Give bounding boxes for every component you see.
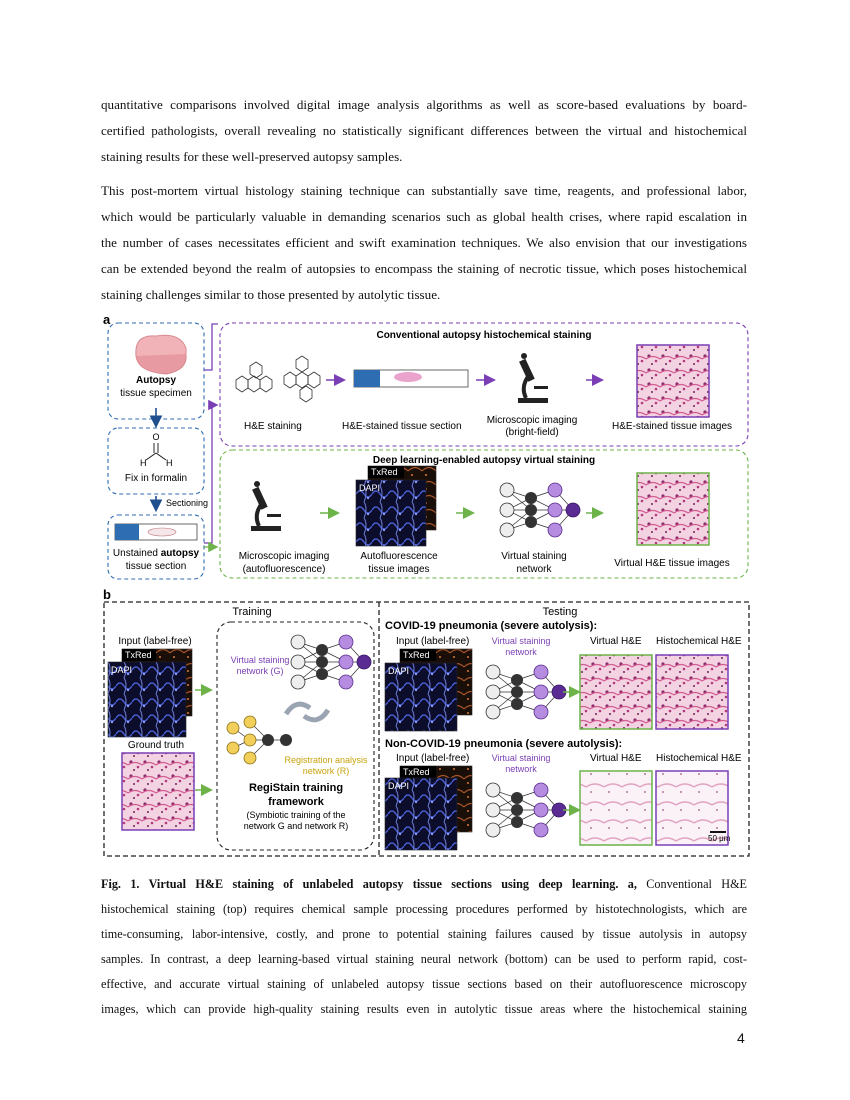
conventional-title: Conventional autopsy histochemical staining <box>376 330 592 341</box>
cycle-arrows-icon <box>286 704 328 720</box>
covid-title: COVID-19 pneumonia (severe autolysis): <box>385 620 598 632</box>
registain-title-1: RegiStain training <box>248 782 344 794</box>
unstained-sub-label: tissue section <box>125 561 187 572</box>
covid-vs-label-1: Virtual staining <box>491 636 551 646</box>
caption-line: samples. In contrast, a deep learning-based virtual staining neural network (bottom) can be used to perform rapid, cost- <box>101 952 747 966</box>
panel-b-letter: b <box>103 587 111 602</box>
deep-learning-title: Deep learning-enabled autopsy virtual staining <box>372 455 596 466</box>
paragraph-line: staining challenges similar to those presented by autolytic tissue. <box>101 287 441 302</box>
training-input-stack <box>108 649 192 737</box>
noncovid-txred-label: TxRed <box>403 767 430 777</box>
micro-bf-label-2: (bright-field) <box>505 427 559 438</box>
covid-dapi-label: DAPI <box>388 666 410 676</box>
tissue-specimen-label: tissue specimen <box>120 388 192 399</box>
micro-af-label-1: Microscopic imaging <box>238 551 330 562</box>
unstained-slide-icon <box>115 524 197 540</box>
sectioning-label: Sectioning <box>166 498 209 508</box>
he-dye-molecules-icon <box>236 356 320 402</box>
symbiotic-label-2: network G and network R) <box>243 821 349 831</box>
caption-rest: Conventional H&E <box>636 877 747 891</box>
he-staining-label: H&E staining <box>244 421 302 432</box>
paragraph-line: quantitative comparisons involved digital image analysis algorithms as well as score-based evaluations by board- <box>101 97 747 112</box>
paragraph-line: can be extended beyond the realm of autopsies to encompass the staining of necrotic tissue, which poses histochemical <box>101 261 747 276</box>
page-number: 4 <box>737 1030 745 1046</box>
ground-truth-label: Ground truth <box>127 740 185 751</box>
network-r-icon <box>227 716 292 764</box>
caption-line: histochemical staining (top) requires chemical sample processing procedures performed by histotechnologists, which are <box>101 902 747 916</box>
covid-input-stack <box>385 649 472 731</box>
vs-network-label-1: Virtual staining <box>501 551 567 562</box>
training-input-label: Input (label-free) <box>118 636 192 647</box>
caption-line: images, which can provide high-quality staining results even in autolytic tissue areas where the histochemical staining <box>101 1002 747 1016</box>
reg-network-label-1: Registration analysis <box>284 755 368 765</box>
testing-title: Testing <box>542 606 578 618</box>
reg-network-label-2: network (R) <box>302 766 350 776</box>
panel-a-letter: a <box>103 312 111 327</box>
formaldehyde-h-left: H <box>140 458 147 468</box>
noncovid-input-label: Input (label-free) <box>396 753 470 764</box>
training-txred-label: TxRed <box>125 650 152 660</box>
paragraph-1 <box>101 92 747 170</box>
micro-af-label-2: (autofluorescence) <box>242 564 326 575</box>
he-slide-icon <box>354 370 468 387</box>
micro-bf-label-1: Microscopic imaging <box>486 415 578 426</box>
noncovid-vs-label-1: Virtual staining <box>491 753 551 763</box>
vs-network-label-2: network <box>516 564 552 575</box>
unstained-label: Unstained autopsy <box>112 548 200 559</box>
virtual-he-images-label: Virtual H&E tissue images <box>614 558 730 569</box>
covid-input-label: Input (label-free) <box>396 636 470 647</box>
af-images-label-1: Autofluorescence <box>360 551 438 562</box>
caption-line <box>101 872 747 897</box>
training-dapi-label: DAPI <box>111 665 133 675</box>
noncovid-histo-he-label: Histochemical H&E <box>656 753 742 764</box>
paragraph-line: which would be particularly valuable in demanding scenarios such as global health crises, where rapid escalation in <box>101 209 747 224</box>
caption-bold: Fig. 1. Virtual H&E staining of unlabeled autopsy tissue sections using deep learning. a, <box>101 877 637 891</box>
he-section-label: H&E-stained tissue section <box>342 421 462 432</box>
microscope-icon <box>518 353 548 403</box>
noncovid-vs-label-2: network <box>505 764 537 774</box>
autopsy-label: Autopsy <box>136 375 176 386</box>
fix-formalin-label: Fix in formalin <box>124 473 188 484</box>
symbiotic-label-1: (Symbiotic training of the <box>246 810 346 820</box>
paragraph-line: the number of cases necessitates efficient and swift examination techniques. We also envision that our investigations <box>101 235 747 250</box>
he-images-label: H&E-stained tissue images <box>611 421 733 432</box>
dapi-label: DAPI <box>359 483 381 493</box>
covid-network-icon <box>486 665 566 719</box>
registain-title-2: framework <box>268 796 324 808</box>
covid-histo-he-image <box>656 655 728 729</box>
noncovid-network-icon <box>486 783 566 837</box>
covid-virtual-he-image <box>580 655 652 729</box>
paragraph-2 <box>101 178 747 308</box>
paragraph-line: This post-mortem virtual histology staining technique can substantially save time, reagents, and professional labor, <box>101 183 747 198</box>
vs-network-g-label-2: network (G) <box>236 666 284 676</box>
paragraph-line: certified pathologists, overall revealing no statistically significant differences between the virtual and histochemical <box>101 123 747 138</box>
microscope-af-icon <box>251 481 281 531</box>
noncovid-title: Non-COVID-19 pneumonia (severe autolysis): <box>385 738 623 750</box>
noncovid-dapi-label: DAPI <box>388 781 410 791</box>
network-g-icon <box>291 635 371 689</box>
paragraph-line: staining results for these well-preserved autopsy samples. <box>101 149 403 164</box>
vs-network-g-label-1: Virtual staining <box>230 655 290 665</box>
formaldehyde-o: O <box>152 432 160 442</box>
covid-histo-he-label: Histochemical H&E <box>656 636 742 647</box>
virtual-staining-network-icon <box>500 483 580 537</box>
af-images-label-2: tissue images <box>368 564 430 575</box>
he-tissue-image <box>637 345 709 417</box>
noncovid-virtual-he-label: Virtual H&E <box>590 753 642 764</box>
txred-label: TxRed <box>371 467 398 477</box>
figure-1 <box>100 310 760 862</box>
noncovid-virtual-he-image <box>580 771 652 845</box>
scale-bar-label: 50 μm <box>708 834 731 843</box>
virtual-he-image <box>637 473 709 545</box>
caption-line: time-consuming, labor-intensive, costly, and prone to potential staining failures caused by tissue autolysis in autopsy <box>101 927 747 941</box>
covid-vs-label-2: network <box>505 647 537 657</box>
covid-virtual-he-label: Virtual H&E <box>590 636 642 647</box>
formaldehyde-h-right: H <box>166 458 173 468</box>
training-title: Training <box>232 606 272 618</box>
ground-truth-image <box>122 753 194 830</box>
figure-caption <box>101 872 747 1022</box>
covid-txred-label: TxRed <box>403 650 430 660</box>
noncovid-input-stack <box>385 766 472 850</box>
autofluorescence-stack <box>356 466 436 546</box>
caption-line: effective, and accurate virtual staining of unlabeled autopsy tissue sections based on their autofluorescence microscopy <box>101 977 747 991</box>
